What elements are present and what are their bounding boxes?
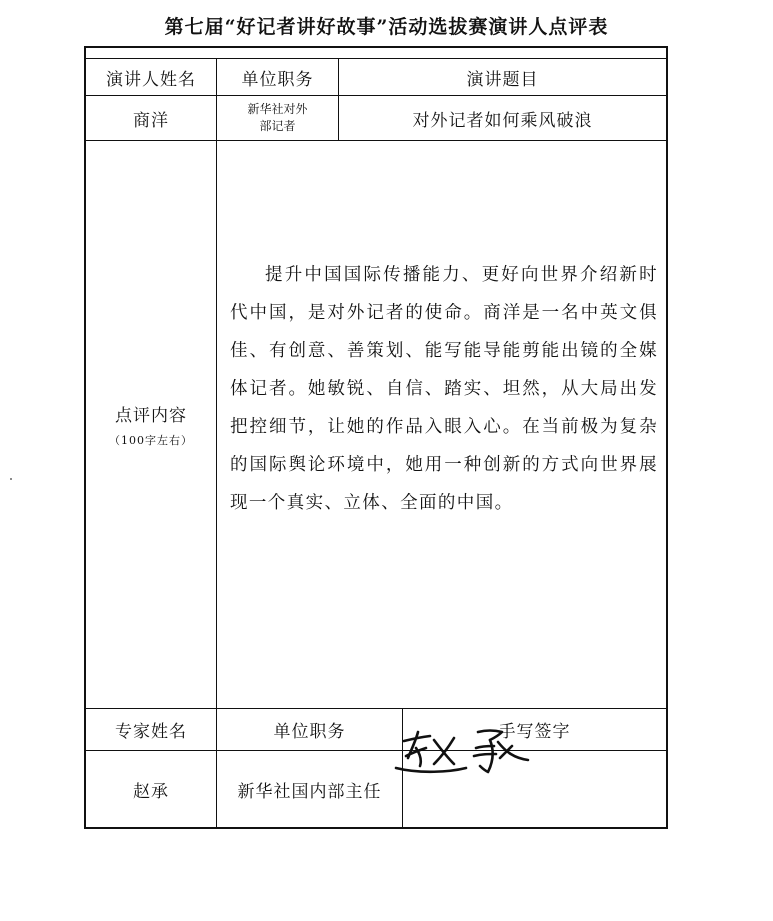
form-title: 第七届“好记者讲好故事”活动选拔赛演讲人点评表 [164,16,609,38]
scan-speck [10,478,12,480]
speech-title-header: 演讲题目 [466,69,539,90]
speaker-name-header: 演讲人姓名 [106,69,196,90]
evaluation-form [84,46,668,829]
expert-unit-value: 新华社国内部主任 [237,782,382,802]
comment-content: 提升中国国际传播能力、更好向世界介绍新时代中国，是对外记者的使命。商洋是一名中英文俱佳、有创意、善策划、能写能导能剪能出镜的全媒体记者。她敏锐、自信、踏实、坦然，从大局出发把控细节，让她的作品入眼入心。在当前极为复杂的国际舆论环境中，她用一种创新的方式向世界展现一个真实、立体、全面的中国。 [230,265,658,513]
speech-title-value: 对外记者如何乘风破浪 [412,110,593,131]
expert-name-value: 赵承 [133,782,169,802]
comment-sublabel: （100字左右） [109,434,193,447]
speaker-name-value: 商洋 [133,110,169,131]
comment-label: 点评内容 [115,406,187,426]
expert-name-header: 专家姓名 [115,722,187,742]
expert-unit-header: 单位职务 [273,722,346,742]
speaker-unit-value: 新华社对外部记者 [247,102,308,133]
comment-label-cell [86,141,216,708]
signature-header: 手写签字 [498,722,571,742]
speaker-unit-header: 单位职务 [241,69,314,90]
handwritten-signature [390,718,540,778]
